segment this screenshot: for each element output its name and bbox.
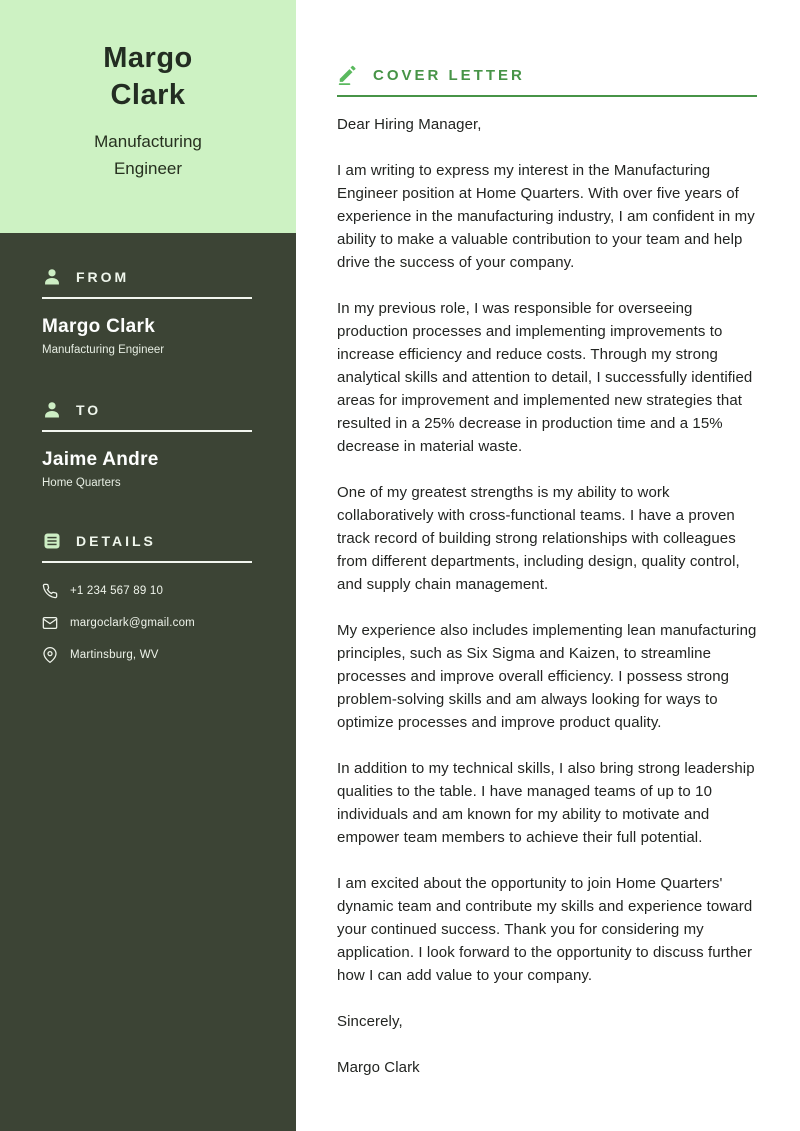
cover-letter-header [337, 64, 757, 86]
details-label: DETAILS [76, 533, 156, 549]
from-section [0, 267, 296, 356]
profile-name: Margo Clark [103, 42, 193, 111]
location-value: Martinsburg, WV [70, 649, 159, 661]
location-icon [42, 647, 58, 663]
list-icon [42, 531, 62, 551]
pencil-icon [337, 64, 359, 86]
from-header [42, 267, 252, 287]
from-title: Manufacturing Engineer [42, 344, 165, 356]
to-divider [42, 430, 252, 432]
to-company: Home Quarters [42, 477, 121, 489]
details-divider [42, 561, 252, 563]
email-row [42, 615, 252, 631]
sidebar [0, 0, 296, 1131]
to-header [42, 400, 252, 420]
phone-value: +1 234 567 89 10 [70, 585, 164, 597]
letter-paragraph: In addition to my technical skills, I also bring strong leadership qualities to the table. I have managed teams of up to 10 individuals and am known for my ability to motivate and empower team members to achieve their full potential. [337, 760, 755, 846]
details-header [42, 531, 252, 551]
header-divider [337, 95, 757, 97]
email-value: margoclark@gmail.com [70, 617, 195, 629]
signature: Margo Clark [337, 1059, 420, 1076]
to-section [0, 400, 296, 489]
person-icon [42, 267, 62, 287]
phone-icon [42, 583, 58, 599]
closing: Sincerely, [337, 1013, 403, 1030]
letter-main [296, 0, 800, 1131]
profile-title: Manufacturing Engineer [94, 132, 202, 178]
letter-paragraph: In my previous role, I was responsible for overseeing production processes and implementing improvements to increase efficiency and reduce costs. Through my strong analytical skills and attention to detail, I successfully identified areas for improvement and implemented new strategies that resulted in a 25% decrease in production time and a 15% decrease in material waste. [337, 300, 753, 455]
from-name: Margo Clark [42, 316, 156, 337]
mail-icon [42, 615, 58, 631]
letter-paragraph: One of my greatest strengths is my ability to work collaboratively with cross-functional teams. I have a proven track record of building strong relationships with colleagues from different departments, including design, quality control, and supply chain management. [337, 484, 740, 593]
cover-letter-title: COVER LETTER [373, 66, 525, 84]
letter-body [337, 113, 757, 1079]
to-label: TO [76, 402, 102, 418]
profile-card [0, 0, 296, 233]
salutation: Dear Hiring Manager, [337, 116, 482, 133]
letter-paragraph: I am excited about the opportunity to join Home Quarters' dynamic team and contribute my skills and experience toward your continued success. Thank you for considering my application. I look forward to the opportunity to discuss further how I can add value to your company. [337, 875, 753, 984]
from-label: FROM [76, 269, 130, 285]
letter-paragraph: My experience also includes implementing lean manufacturing principles, such as Six Sigma and Kaizen, to streamline processes and improve overall efficiency. I possess strong problem-solving skills and am always looking for ways to optimize processes and improve product quality. [337, 622, 757, 731]
letter-paragraph: I am writing to express my interest in the Manufacturing Engineer position at Home Quarters. With over five years of experience in the manufacturing industry, I am confident in my ability to make a valuable contribution to your team and help drive the success of your company. [337, 162, 755, 271]
location-row [42, 647, 252, 663]
person-icon [42, 400, 62, 420]
phone-row [42, 583, 252, 599]
to-name: Jaime Andre [42, 449, 159, 470]
from-divider [42, 297, 252, 299]
details-section [0, 531, 296, 663]
